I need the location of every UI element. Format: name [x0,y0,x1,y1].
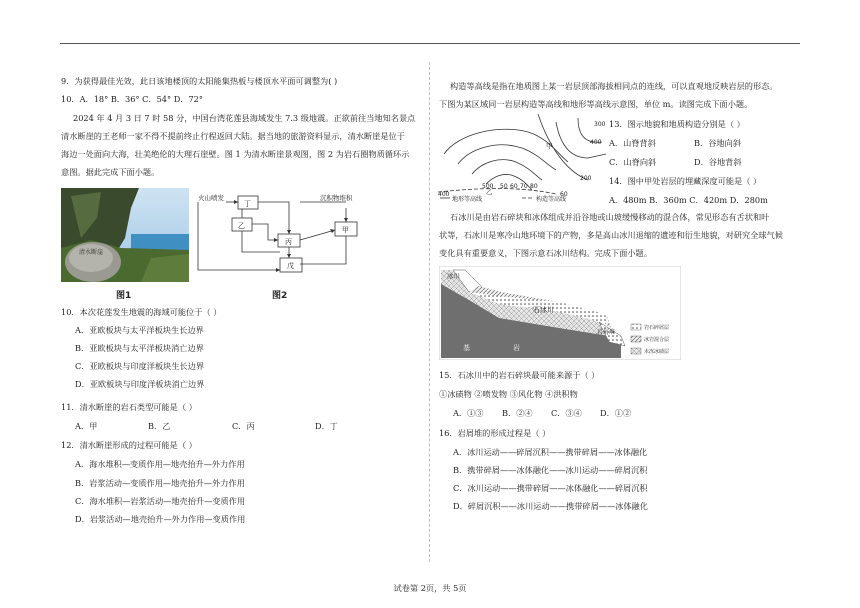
map-label-jia: 甲 [546,142,553,150]
label-rock-glacier: 石冰川 [533,306,554,314]
contour-60b: 60 [560,191,568,198]
question-9: 9．为获得最佳光效，此日该地楼顶的太阳能集热板与楼顶水平面可调整为( ) [61,76,338,86]
contour-50: 50 [500,183,508,190]
contour-intro-line-1: 构造等高线是指在地质图上某一岩层顶部海拔相同点的连线，可以直观地反映岩层的形态。 [450,81,778,91]
question-12-option-a: A．海水堆积—变质作用—地壳抬升—外力作用 [75,459,245,469]
question-15-option-d: D．①② [600,408,632,418]
question-12-option-b: B．岩浆活动—变质作用—地壳抬升—外力作用 [75,478,245,488]
question-15-stem: 15．石冰川中的岩石碎块最可能来源于（ ） [439,370,600,380]
question-13-option-a: A．山脊背斜 [609,138,656,148]
question-14-stem: 14．图中甲处岩层的埋藏深度可能是（ ） [609,176,762,186]
figure-1-caption: 图1 [116,291,132,301]
contour-200: 200 [580,175,592,182]
question-15-option-c: C．③④ [551,408,582,418]
label-talus: 岩屑堆 [597,329,616,336]
question-11-option-c: C．丙 [232,421,255,431]
question-10-option-d: D．亚欧板块与印度洋板块消亡边界 [75,379,205,389]
question-16-option-a: A．冰川运动——碎屑沉积——携带碎屑——冰体融化 [453,447,648,457]
rock-glacier-structure-diagram [439,266,681,360]
question-10-option-c: C．亚欧板块与印度洋板块生长边界 [75,361,205,371]
question-16-option-b: B．携带碎屑——冰体融化——冰川运动——碎屑沉积 [453,465,648,475]
question-13-option-b: B．谷地向斜 [694,138,741,148]
contour-60: 60 [510,183,518,190]
legend-ice-rock-mixed-layer: 冰岩混合层 [644,337,670,343]
contour-80: 80 [530,183,538,190]
question-11-option-b: B．乙 [148,421,171,431]
question-10-stem: 10．本次花莲发生地震的海域可能位于（ ） [61,307,222,317]
question-12-option-c: C．海水堆积—岩浆活动—地壳抬升—变质作用 [75,496,246,506]
question-10-option-a: A．亚欧板块与太平洋板块生长边界 [75,325,204,335]
label-glacier: 冰川 [447,272,460,280]
stone-inscription: 清水断崖 [79,249,104,256]
figure-2-rock-cycle-diagram [196,190,366,282]
label-yi: 乙 [238,222,245,230]
intro-line-1: 2024 年 4 月 3 日 7 时 58 分，中国台湾花莲县海域发生 7.3 级地震。正欲前往当地知名景点 [73,113,416,123]
intro-line-3: 海边一处面向大海，壮美绝伦的大理石崖壁。图 1 为清水断崖景观图，图 2 为岩石圈物质循环示 [61,149,410,159]
label-volcanic-eruption: 火山喷发 [198,194,224,202]
question-10-option-b: B．亚欧板块与太平洋板块消亡边界 [75,343,204,353]
question-13-option-d: D．谷地背斜 [694,157,742,167]
question-16-option-d: D．碎屑沉积——冰川运动——携带碎屑——冰体融化 [453,501,648,511]
question-11-stem: 11．清水断崖的岩石类型可能是（ ） [61,402,197,412]
legend-unfrozen-moraine-layer: 未冻冰碛层 [644,349,670,355]
glacier-intro-line-3: 变化具有重要意义，下图示意石冰川结构。完成下面小题。 [439,248,652,258]
intro-line-4: 意图。据此完成下面小题。 [61,167,160,177]
column-divider [429,62,431,562]
label-bedrock-b: 岩 [513,344,520,352]
legend-topographic-contour: 地形等高线 [452,196,483,203]
question-12-option-d: D．岩浆活动—地壳抬升—外力作用—变质作用 [75,514,246,524]
question-15-option-b: B．②④ [502,408,533,418]
glacier-intro-line-2: 状等，石冰川是寒冷山地环境下的产物，多是高山冰川退缩的遗迹和衍生地貌，对研究全球气候 [439,230,783,240]
header-rule [60,43,800,44]
figure-1-cliff-photo [61,188,189,282]
intro-line-2: 清水断崖的王老师一家不得不提前终止行程返回大陆。据当地的旅游资料显示，清水断崖是位于 [61,131,405,141]
label-sediment-deposition: 沉积物堆积 [320,194,353,202]
question-10-options-a: 10．A．18° B．36° C．54° D．72° [61,94,203,104]
question-15-items: ①冰碛物 ②喷发物 ③风化物 ④洪积物 [439,389,578,399]
question-12-stem: 12．清水断崖形成的过程可能是（ ） [61,440,197,450]
question-16-stem: 16．岩屑堆的形成过程是（ ） [439,428,551,438]
legend-structural-contour: 构造等高线 [536,196,567,203]
label-bedrock-a: 基 [463,344,470,352]
question-16-option-c: C．冰川运动——携带碎屑——冰体融化——碎屑沉积 [453,483,648,493]
contour-intro-line-2: 下图为某区域同一岩层构造等高线和地形等高线示意图，单位 m。读图完成下面小题。 [439,99,753,109]
label-ding: 丁 [244,200,251,208]
label-bing: 丙 [285,238,292,246]
question-15-option-a: A．①③ [453,408,484,418]
contour-300: 300 [594,121,606,128]
contour-500: 500 [482,183,494,190]
map-label-yi: 乙 [486,188,493,196]
question-13-option-c: C．山脊向斜 [609,157,657,167]
label-jia: 甲 [342,226,349,234]
legend-rock-debris-layer: 岩石碎屑层 [644,325,670,331]
question-11-option-d: D．丁 [315,421,338,431]
glacier-intro-line-1: 石冰川是由岩石碎块和冰体组成并沿谷地或山坡缓慢移动的混合体，常见形态有舌状和叶 [450,212,770,222]
question-14-options: A．480m B．360m C．420m D．280m [609,195,768,205]
contour-400: 400 [590,139,602,146]
contour-map [438,114,608,204]
question-11-option-a: A．甲 [75,421,98,431]
figure-2-caption: 图2 [272,291,288,301]
contour-70: 70 [520,183,528,190]
question-13-stem: 13．图示地貌和地质构造分别是（ ） [609,119,745,129]
contour-left-400: 400 [438,191,450,198]
label-wu: 戊 [287,262,294,270]
page-footer: 试卷第 2页，共 5页 [393,583,467,593]
